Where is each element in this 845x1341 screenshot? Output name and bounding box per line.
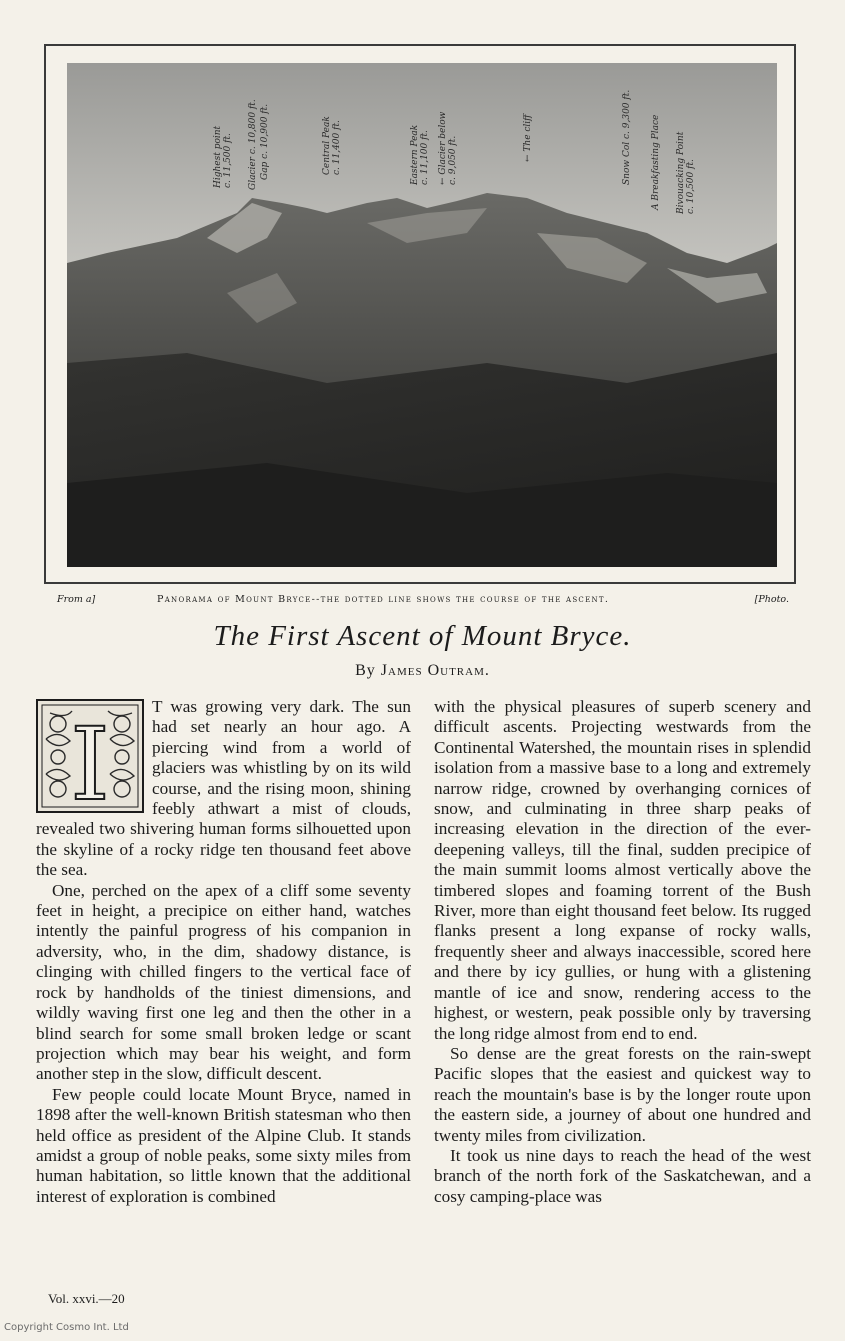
paragraph: T was growing very dark. The sun had set nearly an hour ago. A piercing wind from a world of glaciers was whistling by on its wild course, and the rising moon, shining feebly athwart a mist of clouds, revealed two shivering human forms silhouetted upon the skyline of a rocky ridge ten thousand feet above the sea. <box>36 697 411 880</box>
paragraph: Few people could locate Mount Bryce, named in 1898 after the well-known British statesman who then held office as president of the Alpine Club. It stands amidst a group of noble peaks, some sixty miles from human habitation, so little known that the additional interest of exploration is combined <box>36 1084 411 1206</box>
byline-prefix: By <box>355 662 376 679</box>
annotation-eastern-peak: Eastern Peak c. 11,100 ft. <box>410 124 430 185</box>
annotation-glacier-below: ← Glacier below c. 9,050 ft. <box>438 111 458 185</box>
caption-credit-left: From a] <box>57 594 96 605</box>
annotation-glacier: Glacier c. 10,800 ft. <box>248 99 258 190</box>
drop-cap-letter: I <box>70 706 110 813</box>
left-column <box>36 697 411 1207</box>
copyright-notice: Copyright Cosmo Int. Ltd <box>4 1322 129 1333</box>
annotation-breakfasting-place: A Breakfasting Place <box>651 114 661 210</box>
paragraph: So dense are the great forests on the rain-swept Pacific slopes that the easiest and quickest way to reach the mountain's base is by the longer route upon the eastern side, a journey of about one hundred and twenty miles from civilization. <box>434 1043 811 1145</box>
annotation-gap: Gap c. 10,900 ft. <box>260 103 270 180</box>
page-folio: Vol. xxvi.—20 <box>48 1291 125 1306</box>
ornamental-drop-cap <box>36 699 144 813</box>
author-name: James Outram. <box>380 662 490 679</box>
annotation-snow-col: Snow Col c. 9,300 ft. <box>622 89 632 185</box>
caption-text: Panorama of Mount Bryce--the dotted line shows the course of the ascent. <box>157 594 610 605</box>
right-column <box>434 697 811 1207</box>
paragraph: One, perched on the apex of a cliff some seventy feet in height, a precipice on either hand, watches intently the painful progress of his companion in adversity, who, in the dim, shadowy distance, is clinging with chilled fingers to the vertical face of rock by handholds of the tiniest dimensions, and wildly waving first one leg and then the other in a blind search for some small broken ledge or scant projection which may bear his weight, and form another step in the slow, difficult descent. <box>36 880 411 1084</box>
paragraph: It took us nine days to reach the head of the west branch of the north fork of the Saskatchewan, and a cosy camping-place was <box>434 1145 811 1206</box>
annotation-highest-point: Highest point c. 11,500 ft. <box>213 125 233 188</box>
paragraph: with the physical pleasures of superb scenery and difficult ascents. Projecting westwards from the Continental Watershed, the mountain rises in splendid isolation from a massive base to a long and extremely narrow ridge, crowned by overhanging cornices of snow, and culminating in three sharp peaks of increasing elevation in the direction of the ever-deepening valleys, till the final, sudden precipice of the main summit looms almost vertically above the timbered slopes and foaming torrent of the Bush River, more than eight thousand feet below. Its rugged flanks present a long expanse of rocky walls, frequently sheer and always inaccessible, scored here and there by icy gullies, or hung with a glistening mantle of ice and snow, rendering access to the highest, or western, peak possible only by traversing the long ridge almost from end to end. <box>434 697 811 1043</box>
annotation-the-cliff: ← The cliff <box>523 114 533 162</box>
photo-caption <box>57 594 797 610</box>
annotation-central-peak: Central Peak c. 11,400 ft. <box>322 116 342 175</box>
caption-credit-right: [Photo. <box>754 594 789 605</box>
article-title: The First Ascent of Mount Bryce. <box>213 620 632 652</box>
byline <box>0 662 845 680</box>
annotation-bivouacking-point: Bivouacking Point c. 10,500 ft. <box>676 131 696 214</box>
